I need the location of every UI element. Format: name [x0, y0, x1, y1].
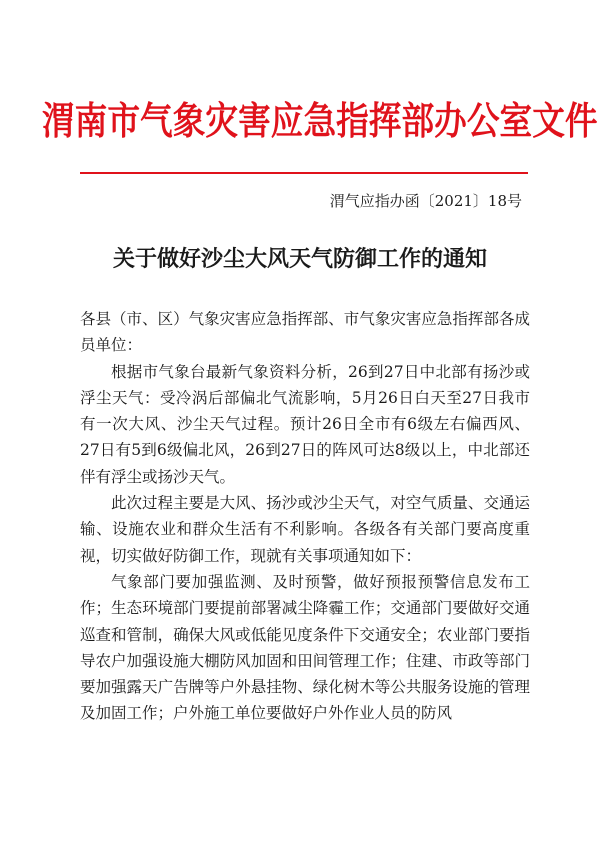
paragraph-impact: 此次过程主要是大风、扬沙或沙尘天气，对空气质量、交通运输、设施农业和群众生活有不利影响。各级各有关部门要高度重视，切实做好防御工作，现就有关事项通知如下：: [80, 494, 530, 565]
document-body: [80, 306, 530, 727]
header-red-rule: [80, 172, 528, 174]
salutation: 各县（市、区）气象灾害应急指挥部、市气象灾害应急指挥部各成员单位：: [80, 310, 530, 355]
document-number: 渭气应指办函〔2021〕18号: [329, 192, 522, 210]
paragraph-forecast: 根据市气象台最新气象资料分析，26到27日中北部有扬沙或浮尘天气：受冷涡后部偏北气流影响，5月26日白天至27日我市有一次大风、沙尘天气过程。预计26日全市有6级左右偏西风、27日有5到6级偏北风，26到27日的阵风可达8级以上，中北部还伴有浮尘或扬沙天气。: [80, 362, 530, 486]
document-title: 关于做好沙尘大风天气防御工作的通知: [112, 247, 487, 272]
issuer-header-title: 渭南市气象灾害应急指挥部办公室文件: [42, 99, 598, 143]
paragraph-measures: 气象部门要加强监测、及时预警，做好预报预警信息发布工作；生态环境部门要提前部署减尘降霾工作；交通部门要做好交通巡查和管制，确保大风或低能见度条件下交通安全；农业部门要指导农户加强设施大棚防风加固和田间管理工作；住建、市政等部门要加强露天广告牌等户外悬挂物、绿化树木等公共服务设施的管理及加固工作；户外施工单位要做好户外作业人员的防风: [80, 572, 530, 723]
